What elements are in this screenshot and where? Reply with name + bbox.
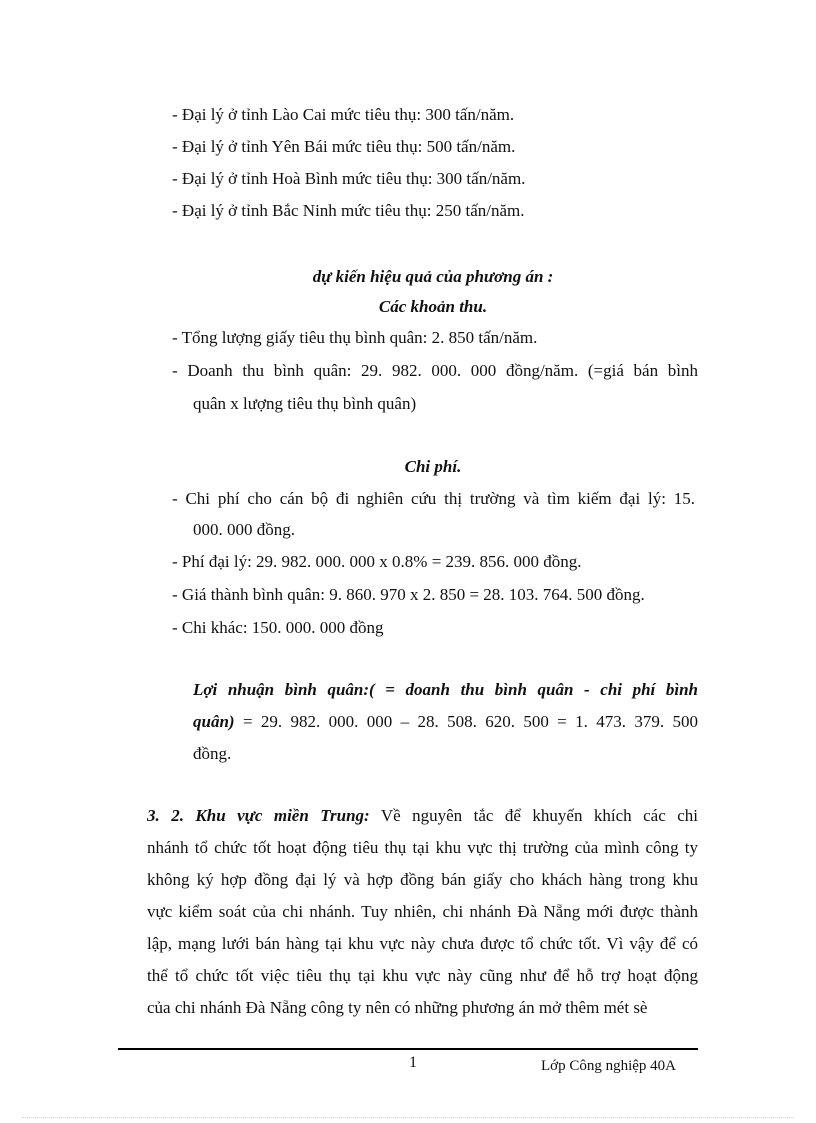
footer-class-name: Lớp Công nghiệp 40A <box>541 1058 677 1074</box>
heading-costs: Chi phí. <box>404 457 462 476</box>
agent-item-hoa-binh: - Đại lý ở tỉnh Hoà Bình mức tiêu thụ: 300 tấn/năm. <box>172 169 526 188</box>
heading-revenue: Các khoản thu. <box>378 297 488 316</box>
cost-item-other: - Chi khác: 150. 000. 000 đồng <box>172 618 384 637</box>
profit-line1: Lợi nhuận bình quân:( = doanh thu bình quân - chi phí bình <box>193 680 698 699</box>
heading-expected-effect: dự kiến hiệu quả của phương án : <box>312 267 554 286</box>
section-central-line3: không ký hợp đồng đại lý và hợp đồng bán giấy cho khách hàng trong khu <box>147 870 698 889</box>
revenue-item-average-line2: quân x lượng tiêu thụ bình quân) <box>193 394 417 413</box>
section-central-line1 <box>147 805 698 827</box>
page-bottom-border <box>22 1117 794 1118</box>
revenue-item-total-volume: - Tổng lượng giấy tiêu thụ bình quân: 2. 850 tấn/năm. <box>172 328 538 347</box>
profit-line2-value: = 29. 982. 000. 000 – 28. 508. 620. 500 = 1. 473. 379. 500 <box>234 712 698 731</box>
section-central-line6: thể tổ chức tốt việc tiêu thụ tại khu vực này cũng như để hỗ trợ hoạt động <box>147 966 698 985</box>
profit-line2-label: quân) <box>193 712 235 731</box>
profit-line2 <box>193 711 698 733</box>
agent-item-bac-ninh: - Đại lý ở tỉnh Bắc Ninh mức tiêu thụ: 250 tấn/năm. <box>172 201 525 220</box>
section-central-line5: lập, mạng lưới bán hàng tại khu vực này chưa được tổ chức tốt. Vì vậy để có <box>147 934 698 953</box>
agent-item-yen-bai: - Đại lý ở tỉnh Yên Bái mức tiêu thụ: 500 tấn/năm. <box>172 137 516 156</box>
footer-rule <box>118 1048 698 1050</box>
page-number: 1 <box>409 1054 417 1071</box>
section-central-line1-text: Về nguyên tắc để khuyến khích các chi <box>369 806 698 825</box>
section-central-line2: nhánh tổ chức tốt hoạt động tiêu thụ tại khu vực thị trường của mình công ty <box>147 838 698 857</box>
cost-item-average-price: - Giá thành bình quân: 9. 860. 970 x 2. 850 = 28. 103. 764. 500 đồng. <box>172 585 645 604</box>
section-central-line7: của chi nhánh Đà Nẵng công ty nên có những phương án mở thêm mét sè <box>147 998 648 1017</box>
section-central-line4: vực kiểm soát của chi nhánh. Tuy nhiên, chi nhánh Đà Nẵng mới được thành <box>147 902 698 921</box>
cost-item-research-line2: 000. 000 đồng. <box>193 520 295 539</box>
agent-item-lao-cai: - Đại lý ở tỉnh Lào Cai mức tiêu thụ: 300 tấn/năm. <box>172 105 515 124</box>
cost-item-research-line1: - Chi phí cho cán bộ đi nghiên cứu thị trường và tìm kiếm đại lý: 15. <box>172 489 695 508</box>
revenue-item-average-line1: - Doanh thu bình quân: 29. 982. 000. 000 đồng/năm. (=giá bán bình <box>172 361 698 380</box>
cost-item-agent-fee: - Phí đại lý: 29. 982. 000. 000 x 0.8% = 239. 856. 000 đồng. <box>172 552 582 571</box>
section-central-title: 3. 2. Khu vực miền Trung: <box>147 806 370 825</box>
profit-line3: đồng. <box>193 744 232 763</box>
